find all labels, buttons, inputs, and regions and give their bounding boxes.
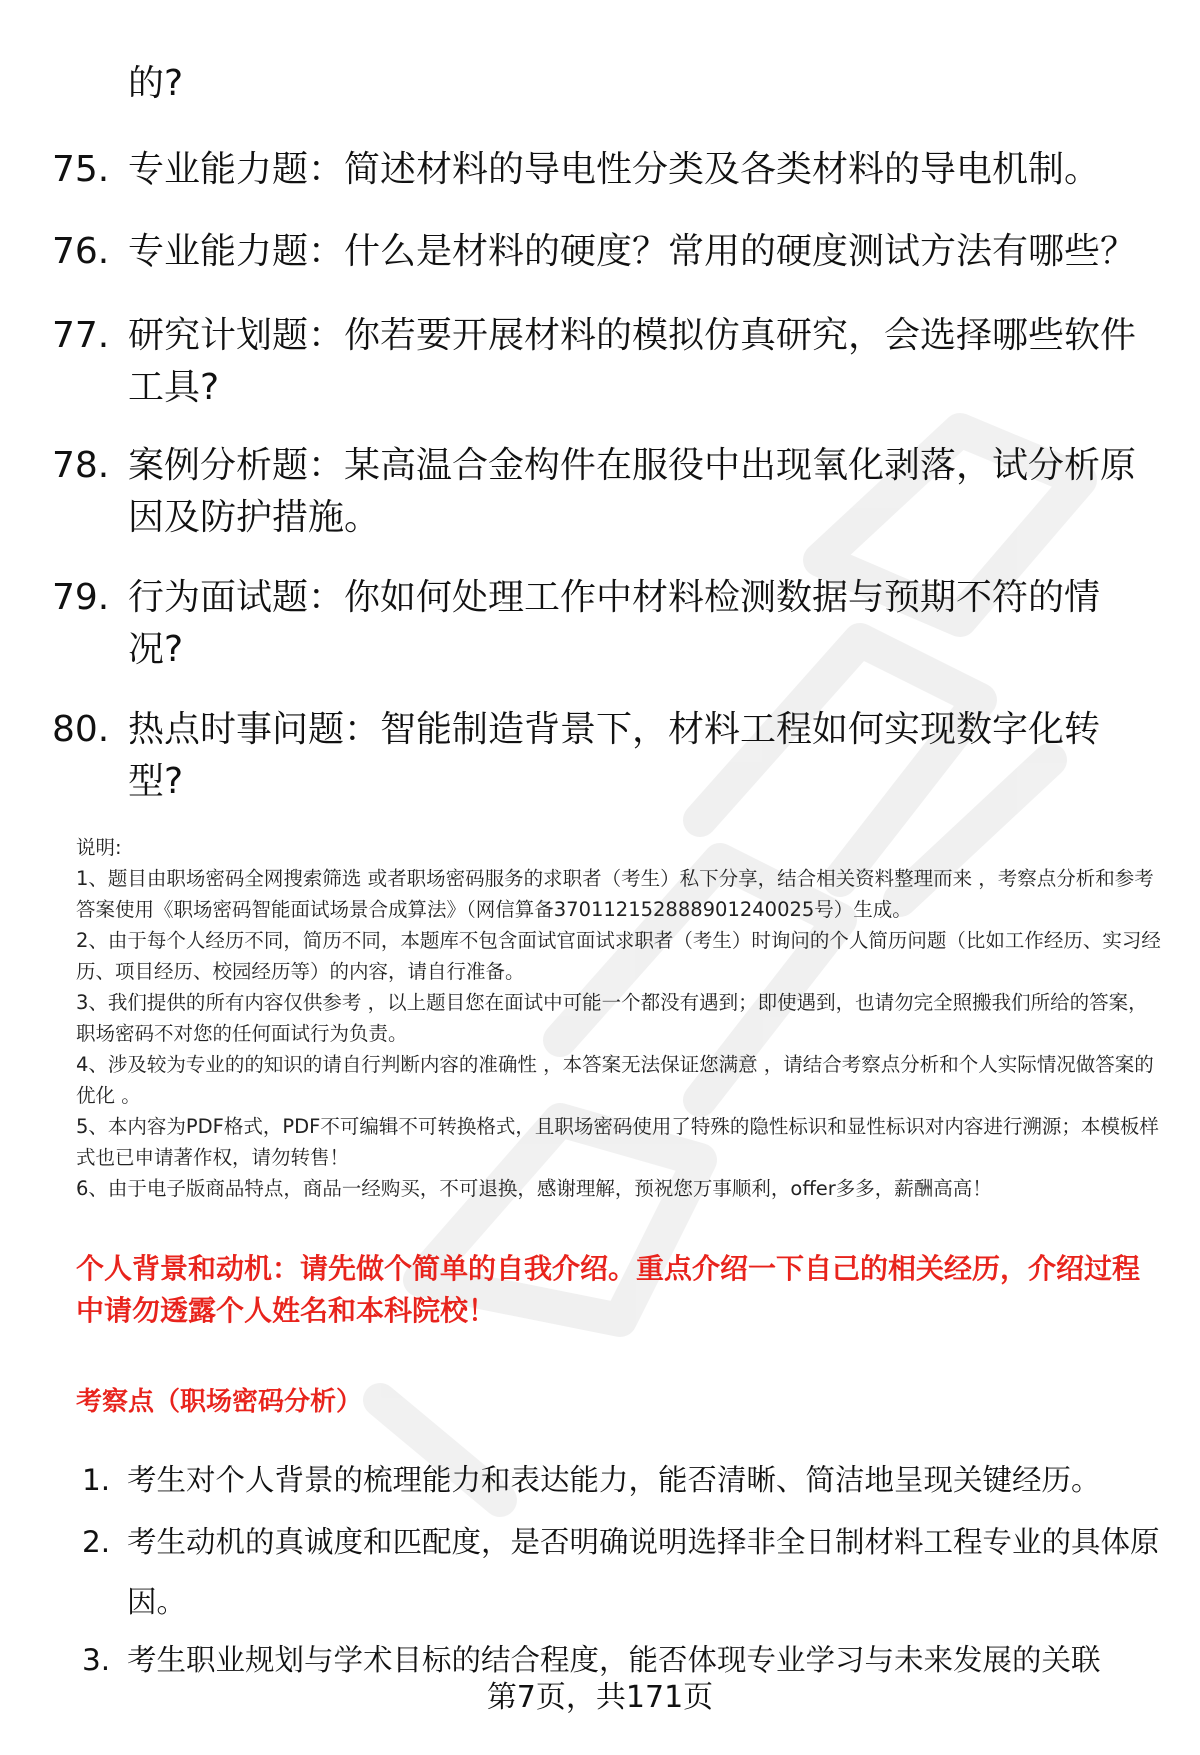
question-item <box>52 58 1152 110</box>
question-text: 热点时事问题：智能制造背景下，材料工程如何实现数字化转型? <box>128 709 1101 802</box>
question-text: 的? <box>128 63 184 104</box>
question-number: 77. <box>52 315 110 356</box>
point-text: 考生动机的真诚度和匹配度，是否明确说明选择非全日制材料工程专业的具体原因。 <box>127 1525 1160 1619</box>
analysis-point <box>82 1512 1162 1632</box>
question-number: 80. <box>52 709 110 750</box>
question-text: 专业能力题：什么是材料的硬度？常用的硬度测试方法有哪些？ <box>128 231 1137 272</box>
notes-section <box>76 832 1166 1204</box>
notes-title: 说明: <box>76 836 122 859</box>
note-item: 5、本内容为PDF格式，PDF不可编辑不可转换格式，且职场密码使用了特殊的隐性标识和显性标识对内容进行溯源；本模板样式也已申请著作权，请勿转售！ <box>76 1115 1159 1169</box>
question-number: 76. <box>52 231 110 272</box>
question-item <box>52 144 1152 196</box>
question-text: 案例分析题：某高温合金构件在服役中出现氧化剥落，试分析原因及防护措施。 <box>128 445 1137 538</box>
question-text: 研究计划题：你若要开展材料的模拟仿真研究，会选择哪些软件工具? <box>128 315 1137 408</box>
question-number: 75. <box>52 149 110 190</box>
note-item: 2、由于每个人经历不同，简历不同，本题库不包含面试官面试求职者（考生）时询问的个人简历问题（比如工作经历、实习经历、项目经历、校园经历等）的内容，请自行准备。 <box>76 929 1161 983</box>
point-number: 3. <box>82 1643 111 1677</box>
point-number: 2. <box>82 1525 111 1559</box>
question-text: 专业能力题：简述材料的导电性分类及各类材料的导电机制。 <box>128 149 1101 190</box>
question-text: 行为面试题：你如何处理工作中材料检测数据与预期不符的情况? <box>128 577 1101 670</box>
note-item: 1、题目由职场密码全网搜索筛选 或者职场密码服务的求职者（考生）私下分享，结合相关资料整理而来 ，考察点分析和参考答案使用《职场密码智能面试场景合成算法》（网信算备370112152888901240025号）生成。 <box>76 867 1154 921</box>
note-item: 3、我们提供的所有内容仅供参考 ，以上题目您在面试中可能一个都没有遇到；即使遇到，也请勿完全照搬我们所给的答案，职场密码不对您的任何面试行为负责。 <box>76 991 1148 1045</box>
point-text: 考生对个人背景的梳理能力和表达能力，能否清晰、简洁地呈现关键经历。 <box>127 1463 1101 1497</box>
point-text: 考生职业规划与学术目标的结合程度，能否体现专业学习与未来发展的关联 <box>127 1643 1101 1677</box>
note-item: 4、涉及较为专业的的知识的请自行判断内容的准确性 ，本答案无法保证您满意 ，请结合考察点分析和个人实际情况做答案的优化 。 <box>76 1053 1154 1107</box>
section-subheading: 考察点（职场密码分析） <box>76 1387 363 1417</box>
point-number: 1. <box>82 1463 111 1497</box>
question-item <box>52 440 1152 544</box>
note-item: 6、由于电子版商品特点，商品一经购买，不可退换，感谢理解，预祝您万事顺利，offer多多，薪酬高高！ <box>76 1177 992 1200</box>
question-item <box>52 226 1152 278</box>
section-heading: 个人背景和动机：请先做个简单的自我介绍。重点介绍一下自己的相关经历，介绍过程中请勿透露个人姓名和本科院校！ <box>76 1252 1141 1327</box>
question-number: 79. <box>52 577 110 618</box>
question-number: 78. <box>52 445 110 486</box>
page-footer: 第7页，共171页 <box>486 1680 714 1715</box>
question-item <box>52 310 1152 414</box>
question-item <box>52 572 1152 676</box>
analysis-point <box>82 1450 1162 1510</box>
question-item <box>52 704 1152 808</box>
